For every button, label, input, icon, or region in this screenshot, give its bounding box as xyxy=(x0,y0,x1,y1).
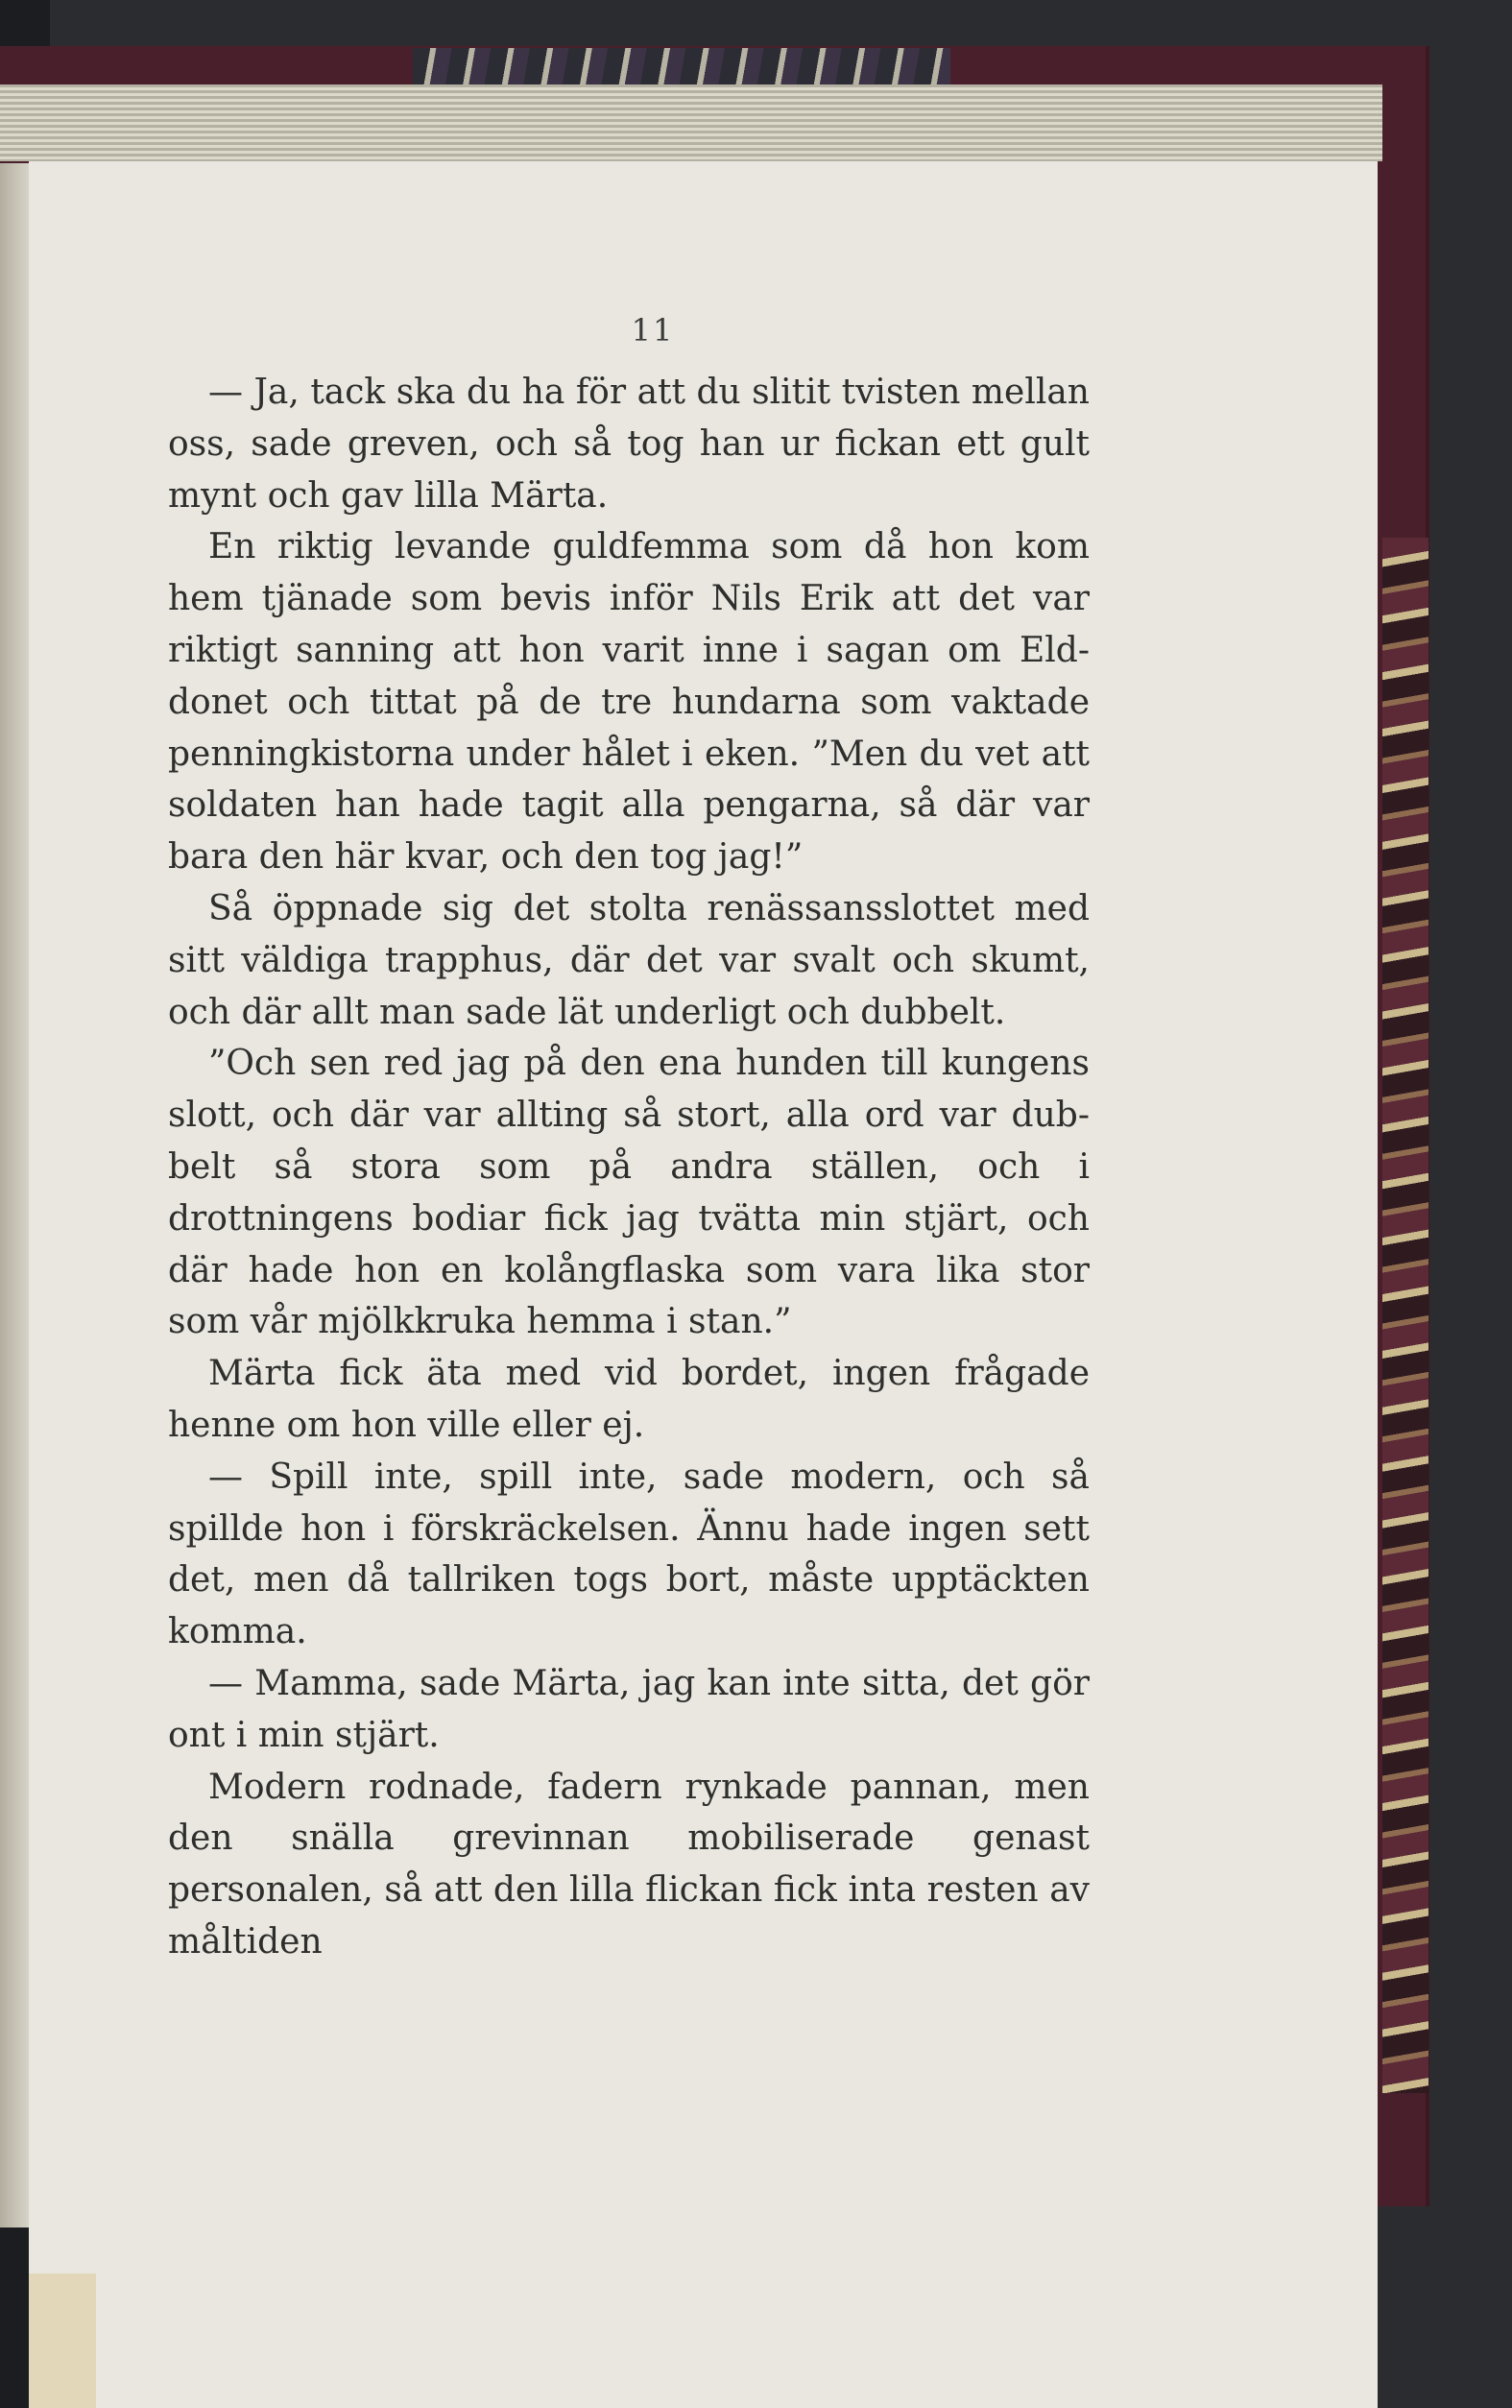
page-corner-tab xyxy=(29,2274,96,2408)
paragraph: — Spill inte, spill inte, sade modern, och så spillde hon i förskräckelsen. Ännu hade ingen sett det, men då tallriken togs bort, måste upptäckten komma. xyxy=(168,1457,1090,1652)
page-text xyxy=(168,367,1090,1968)
paragraph: — Mamma, sade Märta, jag kan inte sitta, det gör ont i min stjärt. xyxy=(168,1663,1090,1755)
paragraph: En riktig levande guldfemma som då hon kom hem tjänade som bevis inför Nils Erik att det var riktigt sanning att hon varit inne i sagan om Elddonet och tittat på de tre hundarna som vaktade penningkistorna under hålet i eken. ”Men du vet att soldaten han hade tagit alla pengarna, så där var bara den här kvar, och den tog jag!” xyxy=(168,527,1090,878)
page-number: 11 xyxy=(631,312,675,349)
cover-marbled-edge xyxy=(1382,538,1428,2093)
paragraph: ”Och sen red jag på den ena hunden till kungens slott, och där var allting så stort, alla ord var dubbelt så stora som på andra ställen, och i drottningens bodiar fick jag tvätta min stjärt, och där hade hon en kolångflaska som vara lika stor som vår mjölkkruka hemma i stan.” xyxy=(168,1044,1090,1342)
paragraph: Modern rodnade, fadern rynkade pannan, men den snälla grevinnan mobiliserade genast personalen, så att den lilla flickan fick inta resten av måltiden xyxy=(168,1767,1090,1962)
paragraph: — Ja, tack ska du ha för att du slitit tvisten mellan oss, sade greven, och så tog han ur fickan ett gult mynt och gav lilla Märta. xyxy=(168,373,1090,516)
top-marbled-edge xyxy=(413,48,950,86)
paragraph: Så öppnade sig det stolta renässansslottet med sitt väldiga trapphus, där det var svalt och skumt, och där allt man sade lät underligt och dubbelt. xyxy=(168,888,1090,1032)
paragraph: Märta fick äta med vid bordet, ingen frågade henne om hon ville eller ej. xyxy=(168,1354,1090,1445)
page-edges xyxy=(0,84,1382,161)
